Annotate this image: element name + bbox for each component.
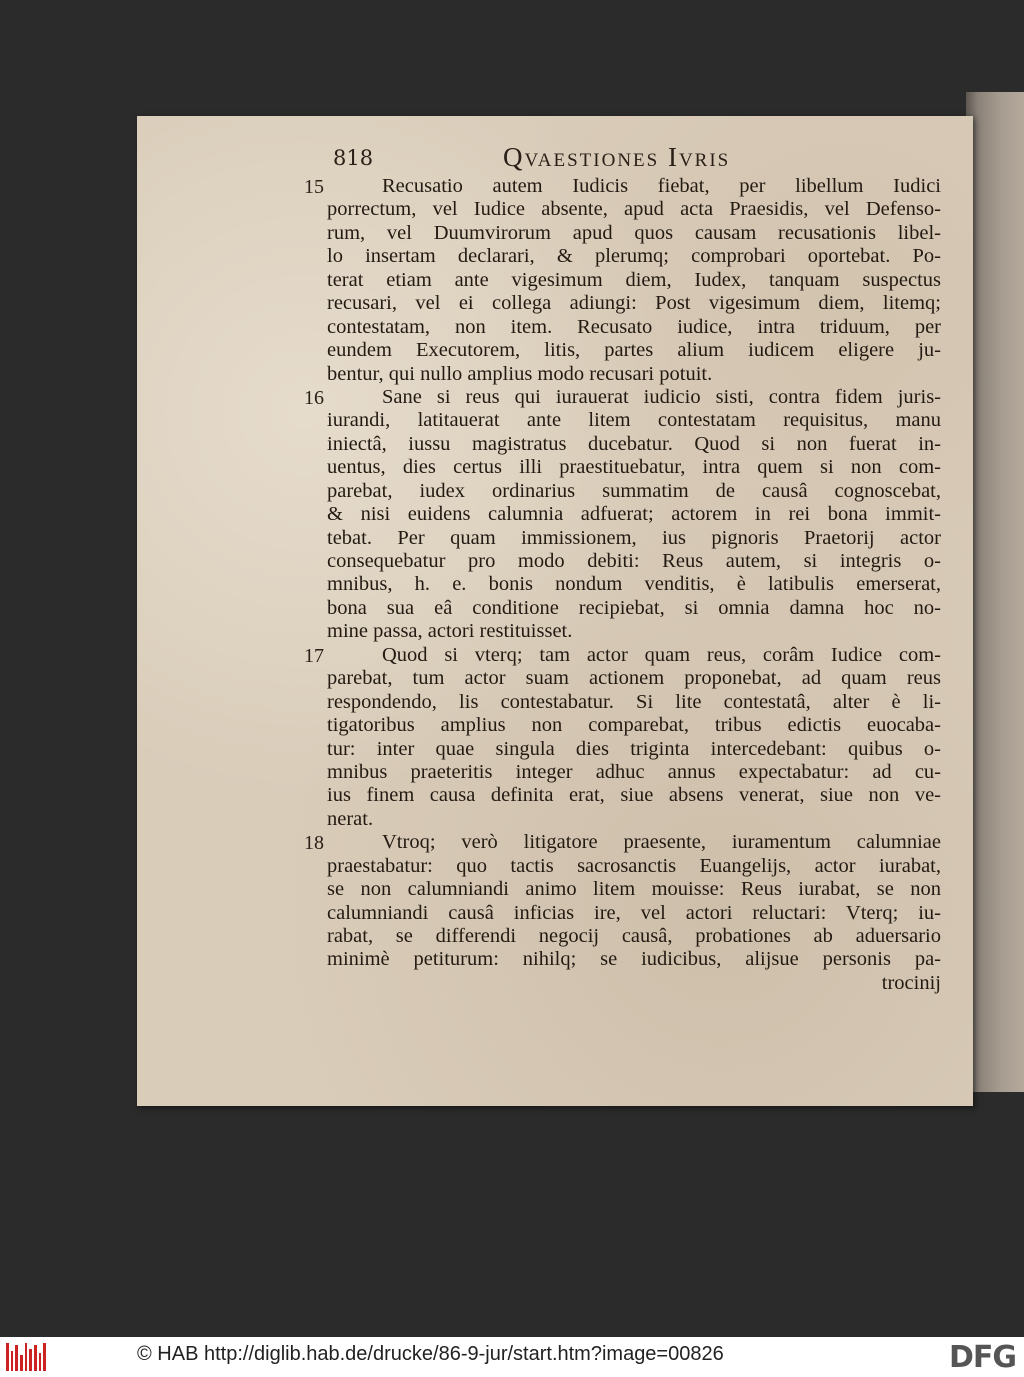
citation-link[interactable]: © HAB http://diglib.hab.de/drucke/86-9-jur/start.htm?image=00826 — [137, 1343, 724, 1365]
text-line: consequebatur pro modo debiti: Reus autem, si integris o- — [327, 550, 941, 572]
text-line: mnibus, h. e. bonis nondum venditis, è latibulis emerserat, — [327, 573, 941, 596]
dfg-logo-icon[interactable]: DFG — [948, 1340, 1016, 1375]
text-line: calumniandi causâ inficias ire, vel actori reluctari: Vterq; iu- — [327, 901, 941, 924]
text-line: Vtroq; verò litigatore praesente, iuramentum calumniae — [382, 831, 941, 854]
margin-number: 15 — [304, 176, 324, 198]
text-line: & nisi euidens calumnia adfuerat; actorem in rei bona immit- — [327, 503, 941, 526]
book-page — [137, 116, 973, 1106]
text-line: mnibus praeteritis integer adhuc annus expectabatur: ad cu- — [327, 760, 941, 783]
text-line: porrectum, vel Iudice absente, apud acta Praesidis, vel Defenso- — [327, 198, 941, 221]
viewer-footer — [0, 1337, 1024, 1377]
text-line: Sane si reus qui iurauerat iudicio sisti, contra fidem juris- — [382, 385, 941, 408]
hab-logo-icon[interactable] — [6, 1343, 46, 1371]
text-line: parebat, tum actor suam actionem proponebat, ad quam reus — [327, 667, 941, 690]
page-number: 818 — [333, 146, 374, 170]
text-line: rum, vel Duumvirorum apud quos causam recusationis libel- — [327, 221, 941, 244]
text-line: ius finem causa definita erat, siue absens venerat, siue non ve- — [327, 784, 941, 807]
text-line: mine passa, actori restituisset. — [327, 620, 573, 643]
text-line: lo insertam declarari, & plerumq; comprobari oportebat. Po- — [327, 245, 941, 268]
adjacent-page-edge — [966, 92, 1024, 1092]
paragraph-17 — [304, 643, 941, 832]
text-line: minimè petiturum: nihilq; se iudicibus, alijsue personis pa- — [327, 948, 941, 971]
text-line: respondendo, lis contestabatur. Si lite contestatâ, alter è li- — [327, 690, 941, 713]
text-line: bona sua eâ conditione recipiebat, si omnia damna hoc no- — [327, 596, 941, 619]
margin-number: 16 — [304, 386, 324, 409]
text-line: Recusatio autem Iudicis fiebat, per libellum Iudici — [382, 175, 941, 197]
text-line: se non calumniandi animo litem mouisse: Reus iurabat, se non — [327, 878, 941, 901]
paragraph-18 — [304, 831, 941, 995]
text-line: tebat. Per quam immissionem, ius pignoris Praetorij actor — [327, 526, 941, 549]
paragraph-16 — [304, 385, 941, 644]
text-line: iniectâ, iussu magistratus ducebatur. Quod si non fuerat in- — [327, 432, 941, 455]
text-line: parebat, iudex ordinarius summatim de causâ cognoscebat, — [327, 479, 941, 502]
text-line: eundem Executorem, litis, partes alium iudicem eligere ju- — [327, 339, 941, 362]
text-line: terat etiam ante vigesimum diem, Iudex, tanquam suspectus — [327, 268, 941, 291]
catchword: trocinij — [881, 971, 941, 994]
text-line: praestabatur: quo tactis sacrosanctis Euangelijs, actor iurabat, — [327, 854, 941, 877]
page-header — [137, 142, 973, 176]
paragraph-15 — [304, 175, 941, 386]
text-line: uentus, dies certus illi praestituebatur, intra quem si non com- — [327, 456, 941, 479]
text-line: bentur, qui nullo amplius modo recusari potuit. — [327, 362, 713, 385]
running-title: Qvaestiones Ivris — [503, 142, 731, 172]
text-line: contestatam, non item. Recusato iudice, intra triduum, per — [327, 315, 941, 338]
text-line: iurandi, latitauerat ante litem contestatam requisitus, manu — [327, 409, 941, 432]
text-line: rabat, se differendi negocij causâ, probationes ab aduersario — [327, 925, 941, 947]
text-line: tigatoribus amplius non comparebat, tribus edictis euocaba- — [327, 714, 941, 737]
body-text — [304, 175, 941, 995]
text-line: recusari, vel ei collega adiungi: Post vigesimum diem, litemq; — [327, 292, 941, 315]
margin-number: 17 — [304, 644, 324, 667]
text-line: tur: inter quae singula dies triginta intercedebant: quibus o- — [327, 737, 941, 760]
text-line: nerat. — [327, 807, 374, 830]
margin-number: 18 — [304, 832, 324, 855]
text-line: Quod si vterq; tam actor quam reus, corâm Iudice com- — [382, 643, 941, 666]
